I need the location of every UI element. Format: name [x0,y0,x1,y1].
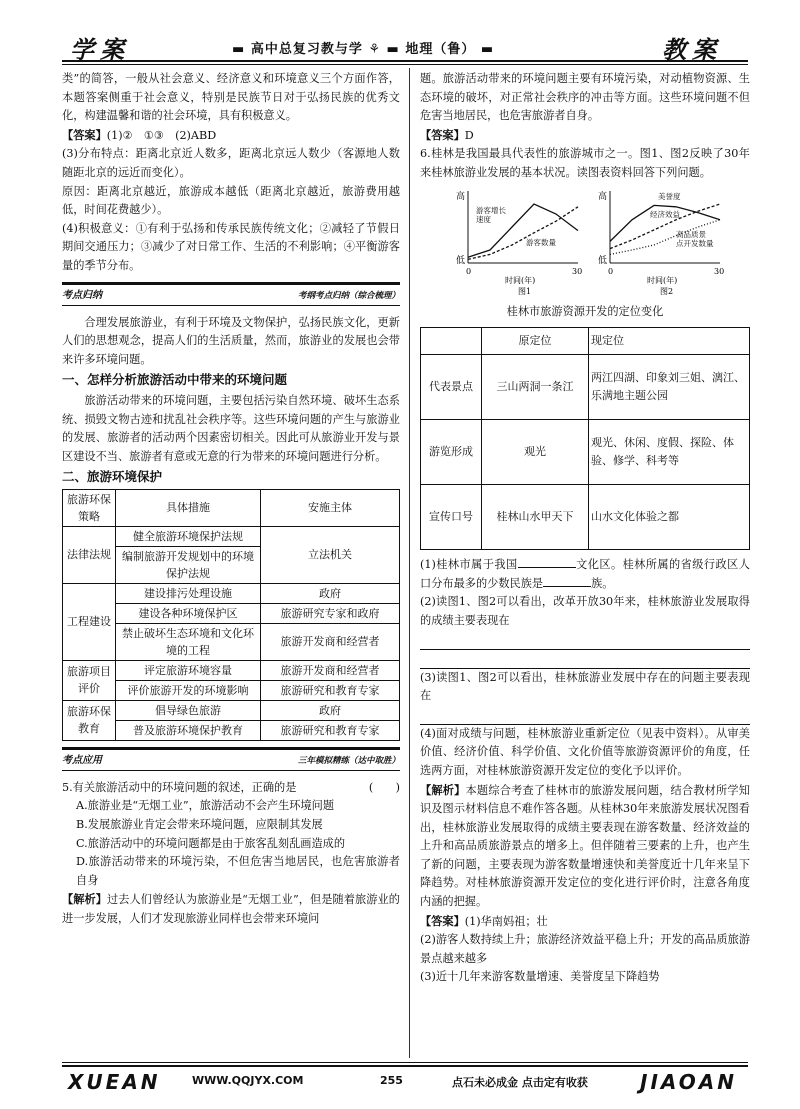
table-cell: 立法机关 [261,526,400,583]
figures [420,187,750,295]
answer-6-line: (2)游客人数持续上升；旅游经济效益平稳上升；开发的高品质旅游景点越来越多 [420,933,750,965]
table-cell: 建设排污处理设施 [116,583,261,603]
question-5: 5.有关旅游活动中的环境问题的叙述，正确的是 ( ) [62,780,400,794]
y-label-bottom: 低 [456,255,466,266]
table-cell: 编制旅游开发规划中的环境保护法规 [116,546,261,583]
x-tick: 30 [714,266,725,276]
footer-url: WWW.QQJYX.COM [192,1074,304,1087]
series-label: 美誉度 [658,191,681,201]
table-cell: 宣传口号 [421,485,482,550]
question-6: 6.桂林是我国最具代表性的旅游城市之一。图1、图2反映了30年来桂林旅游业发展的基本状况。读图表资料回答下列问题。 [420,147,750,179]
figure-caption: 图2 [660,286,674,295]
page-footer [62,1062,748,1098]
question-6-3: (3)读图1、图2可以看出，桂林旅游业发展中存在的问题主要表现在 [420,670,750,703]
table-header: 旅游环保策略 [63,489,116,526]
series-label: 经济效益 [650,209,680,219]
series-label: 高品质景 [676,229,706,239]
answer-line-blank[interactable] [420,706,750,725]
body-paragraph: 旅游活动带来的环境问题，主要包括污染自然环境、破坏生态系统、损毁文物古迹和扰乱社会秩序等。这些环境问题的产生与旅游业的发展、旅游者的活动两个因素密切相关。因此可从旅游业开发与景区建设不当、旅游者有意或无意的行为带来的环境问题进行分析。 [62,393,400,463]
table-header: 安施主体 [261,489,400,526]
footer-slogan: 点石未必成金 点击定有收获 [452,1076,588,1089]
series-label: 速度 [476,214,491,224]
table-cell: 观光、休闲、度假、探险、体验、修学、科考等 [589,420,750,485]
answer-line: (4)积极意义：①有利于弘扬和传承民族传统文化；②减轻了节假日期间交通压力；③减少了对日常工作、生活的不利影响；④平衡游客量的季节分布。 [62,221,400,272]
analysis-continued: 题。旅游活动带来的环境问题主要有环境污染，对动植物资源、生态环境的破坏，对正常社会秩序的冲击等方面。这些环境问题不但危害当地居民，也危害旅游者自身。 [420,72,750,123]
table-cell: 评定旅游环境容量 [116,660,261,680]
table-cell: 政府 [261,700,400,720]
table-cell: 两江四湖、印象刘三姐、漓江、乐满地主题公园 [589,355,750,420]
series-label: 游客增长 [476,205,506,215]
table-header: 现定位 [589,328,750,355]
table-cell: 三山两洞一条江 [482,355,589,420]
answer-6: 【答案】(1)华南妈祖；壮 [420,913,548,928]
section-banner-practice: 考点应用 三年模拟精练（达中取胜） [62,747,400,771]
option-b: B.发展旅游业肯定会带来环境问题，应限制其发展 [76,818,323,832]
answer-line-blank[interactable] [420,631,750,650]
table-cell: 建设各种环境保护区 [116,603,261,623]
figure-1 [456,190,582,295]
positioning-table [420,327,750,550]
page-number: 255 [380,1074,403,1087]
header-left-brand: 学案 [70,36,130,64]
table-header: 原定位 [482,328,589,355]
table-cell: 旅游研究专家和政府 [261,603,400,623]
table-cell: 桂林山水甲天下 [482,485,589,550]
figure-2 [598,190,724,295]
footer-right-brand: JIAOAN [640,1070,737,1094]
figure-svg [420,187,750,295]
series-label: 游客数量 [526,237,556,247]
table-cell: 旅游环保教育 [63,700,116,740]
answer-6-line: (3)近十几年来游客数量增速、美誉度呈下降趋势 [420,970,660,984]
option-c: C.旅游活动中的环境问题都是由于旅客乱刻乱画造成的 [76,836,346,850]
y-label-top: 高 [456,191,466,202]
y-label-bottom: 低 [598,255,608,266]
section-heading-2: 二、旅游环境保护 [62,469,163,485]
intro-paragraph: 类”的简答，一般从社会意义、经济意义和环境意义三个方面作答，本题答案侧重于社会意义，特别是民族节日对于弘扬民族的优秀文化，构建温馨和谐的社会环境，具有积极意义。 [62,72,400,123]
option-d: D.旅游活动带来的环境污染，不但危害当地居民，也危害旅游者自身 [76,855,400,887]
section-banner-summary: 考点归纳 考纲考点归纳（综合梳理） [62,282,400,306]
table-cell: 普及旅游环境保护教育 [116,720,261,740]
table-cell: 旅游研究和教育专家 [261,720,400,740]
column-divider [409,68,410,1058]
table-header: 具体措施 [116,489,261,526]
x-tick: 30 [572,266,583,276]
table-cell: 健全旅游环境保护法规 [116,526,261,546]
footer-left-brand: XUEAN [68,1070,161,1094]
table-title: 桂林市旅游资源开发的定位变化 [506,304,664,318]
answer-line: (3)分布特点：距离北京近人数多，距离北京远人数少（客源地人数随距北京的远近而变化）。 [62,147,400,179]
table-cell: 倡导绿色旅游 [116,700,261,720]
series-label: 点开发数量 [676,238,714,248]
header-right-brand: 教案 [662,36,722,64]
analysis-5: 【解析】过去人们曾经认为旅游业是“无烟工业”，但是随着旅游业的进一步发展，人们才发现旅游业同样也会带来环境问 [62,892,400,926]
question-6-2: (2)读图1、图2可以看出，改革开放30年来，桂林旅游业发展取得的成绩主要表现在 [420,595,750,627]
table-cell: 山水文化体验之都 [589,485,750,550]
table-cell: 旅游研究和教育专家 [261,680,400,700]
answer-5: 【答案】D [420,127,474,142]
header-title: ▬ 高中总复习教与学 ⚘ ▬ 地理（鲁） ▬ [232,42,495,57]
table-cell: 观光 [482,420,589,485]
table-cell: 法律法规 [63,526,116,583]
table-cell: 代表景点 [421,355,482,420]
table-cell: 禁止破坏生态环境和文化环境的工程 [116,623,261,660]
table-cell: 评价旅游开发的环境影响 [116,680,261,700]
table-cell: 旅游开发商和经营者 [261,623,400,660]
table-cell: 旅游开发商和经营者 [261,660,400,680]
answer-line-blank[interactable] [420,650,750,669]
right-column [420,70,750,987]
x-tick: 0 [608,266,614,276]
x-label: 时间(年) [647,275,678,285]
table-cell: 政府 [261,583,400,603]
section-heading-1: 一、怎样分析旅游活动中带来的环境问题 [62,372,288,388]
table-header [421,328,482,355]
table-cell: 旅游项目评价 [63,660,116,700]
table-cell: 游览形成 [421,420,482,485]
x-label: 时间(年) [505,275,536,285]
answer-line: 原因：距离北京越近，旅游成本越低（距离北京越近，旅游费用越低，时间花费越少）。 [62,184,400,217]
body-paragraph: 合理发展旅游业，有利于环境及文物保护，弘扬民族文化，更新人们的思想观念，提高人们的生活质量，然而，旅游业的发展也会带来许多环境问题。 [62,315,400,366]
figure-caption: 图1 [518,286,532,295]
option-a: A.旅游业是“无烟工业”，旅游活动不会产生环境问题 [76,799,335,813]
y-label-top: 高 [598,191,608,202]
answer-line: 【答案】(1)② ①③ (2)ABD [62,127,217,142]
question-6-4: (4)面对成绩与问题，桂林旅游业重新定位（见表中资料）。从审美价值、经济价值、科学价值、文化价值等旅游资源评价的角度，任选两方面，对桂林旅游资源开发定位的变化予以评价。 [420,726,750,777]
protection-table [62,489,400,741]
left-column [62,70,400,929]
question-6-1: (1)桂林市属于我国 文化区。桂林所属的省级行政区人口分布最多的少数民族是 族。 [420,558,750,590]
x-tick: 0 [466,266,472,276]
analysis-6: 【解析】本题综合考查了桂林市的旅游发展问题，结合教材所学知识及图示材料信息不难作答各题。从桂林30年来旅游发展状况图看出，桂林旅游业发展取得的成绩主要表现在游客数量、经济效益的上升和高品质旅游景点的增多上。但伴随着三要素的上升，也产生了新的问题，主要表现为游客数量增速快和美誉度近十几年来呈下降趋势。对桂林旅游资源开发定位的变化进行评价时，注意各角度内涵的把握。 [420,782,750,909]
page-header [62,30,748,64]
table-cell: 工程建设 [63,583,116,660]
